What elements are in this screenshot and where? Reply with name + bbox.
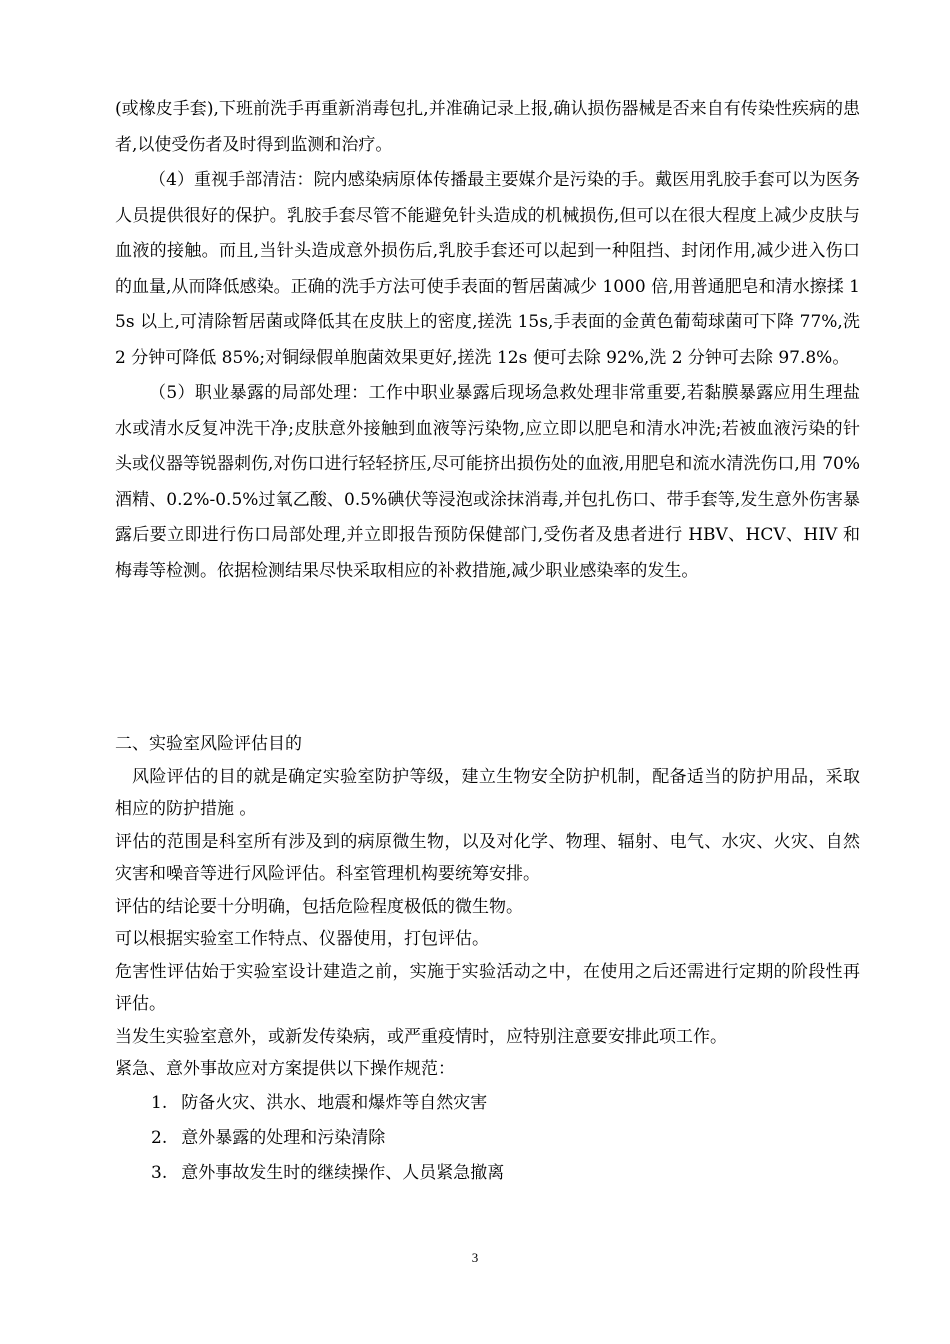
paragraph-occupational-exposure: （5）职业暴露的局部处理：工作中职业暴露后现场急救处理非常重要,若黏膜暴露应用生理盐水或清水反复冲洗干净;皮肤意外接触到血液等污染物,应立即以肥皂和清水冲洗;若被血液污染的针头或仪器等锐器刺伤,对伤口进行轻轻挤压,尽可能挤出损伤处的血液,用肥皂和流水清洗伤口,用 70%酒精、0.2%-0.5%过氧乙酸、0.5%碘伏等浸泡或涂抹消毒,并包扎伤口、带手套等,发生意外伤害暴露后要立即进行伤口局部处理,并立即报告预防保健部门,受伤者及患者进行 HBV、HCV、HIV 和梅毒等检测。依据检测结果尽快采取相应的补救措施,减少职业感染率的发生。 (115, 383, 860, 581)
paragraph-purpose: 风险评估的目的就是确定实验室防护等级，建立生物安全防护机制，配备适当的防护用品，采取相应的防护措施 。 (115, 766, 860, 819)
section-2 (115, 728, 860, 1191)
list-item (115, 1121, 860, 1156)
list-item (115, 1086, 860, 1121)
emergency-list (115, 1086, 860, 1191)
paragraph-conclusion: 评估的结论要十分明确，包括危险程度极低的微生物。 (115, 896, 523, 917)
page-number: 3 (471, 1250, 479, 1265)
paragraph-continued: (或橡皮手套),下班前洗手再重新消毒包扎,并准确记录上报,确认损伤器械是否来自有传染性疾病的患者,以使受伤者及时得到监测和治疗。 (115, 99, 860, 155)
paragraph-emergency-note: 当发生实验室意外，或新发传染病，或严重疫情时，应特别注意要安排此项工作。 (115, 1026, 727, 1047)
list-item-number: 1. (151, 1092, 168, 1113)
section-1 (115, 92, 860, 589)
list-item-text: 意外暴露的处理和污染清除 (181, 1127, 386, 1148)
list-item-number: 3. (151, 1162, 168, 1183)
paragraph-packaging: 可以根据实验室工作特点、仪器使用，打包评估。 (115, 929, 489, 949)
section-heading: 二、实验室风险评估目的 (115, 734, 302, 754)
list-item-text: 意外事故发生时的继续操作、人员紧急撤离 (181, 1162, 505, 1183)
paragraph-timing: 危害性评估始于实验室设计建造之前，实施于实验活动之中，在使用之后还需进行定期的阶段性再评估。 (115, 961, 860, 1014)
list-item-number: 2. (151, 1127, 168, 1148)
paragraph-hand-hygiene: （4）重视手部清洁：院内感染病原体传播最主要媒介是污染的手。戴医用乳胶手套可以为医务人员提供很好的保护。乳胶手套尽管不能避免针头造成的机械损伤,但可以在很大程度上减少皮肤与血液的接触。而且,当针头造成意外损伤后,乳胶手套还可以起到一种阻挡、封闭作用,减少进入伤口的血量,从而降低感染。正确的洗手方法可使手表面的暂居菌减少 1000 倍,用普通肥皂和清水擦揉 15s 以上,可清除暂居菌或降低其在皮肤上的密度,搓洗 15s,手表面的金黄色葡萄球菌可下降 77%,洗 2 分钟可降低 85%;对铜绿假单胞菌效果更好,搓洗 12s 便可去除 92%,洗 2 分钟可去除 97.8%。 (115, 170, 860, 368)
list-item-text: 防备火灾、洪水、地震和爆炸等自然灾害 (181, 1092, 488, 1113)
paragraph-scope: 评估的范围是科室所有涉及到的病原微生物，以及对化学、物理、辐射、电气、水灾、火灾、自然灾害和噪音等进行风险评估。科室管理机构要统筹安排。 (115, 831, 860, 884)
list-item (115, 1156, 860, 1191)
paragraph-emergency-plan: 紧急、意外事故应对方案提供以下操作规范： (115, 1059, 455, 1079)
